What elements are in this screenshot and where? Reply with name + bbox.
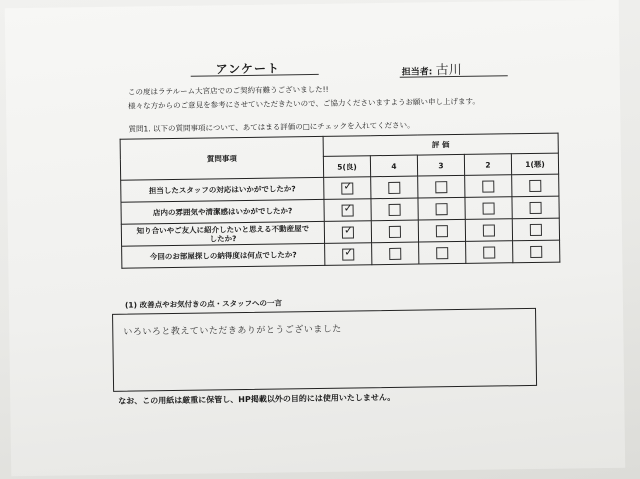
question-text: 担当したスタッフの対応はいかがでしたか? — [121, 177, 324, 202]
checkbox[interactable] — [389, 225, 401, 237]
section2-heading: (1) 改善点やお気付きの点・スタッフへの一言 — [124, 298, 283, 310]
staff-name-handwritten: 古川 — [435, 62, 462, 79]
checkbox-checked[interactable] — [342, 200, 354, 216]
question-text: 店内の雰囲気や清潔感はいかがでしたか? — [121, 199, 324, 224]
checkbox[interactable] — [436, 247, 448, 259]
intro-line-2: 様々な方からのご意見を参考にさせていただきたいので、ご協力くださいますようお願い申し上げます。 — [128, 96, 480, 111]
check-mark-icon: ✓ — [343, 178, 353, 193]
checkbox[interactable] — [436, 203, 448, 215]
rating-col-5: 5(良) — [323, 156, 370, 178]
checkbox[interactable] — [482, 180, 494, 192]
form-title: アンケート — [215, 61, 281, 77]
checkbox[interactable] — [389, 247, 401, 259]
checkbox[interactable] — [530, 223, 542, 235]
check-mark-icon: ✓ — [343, 222, 354, 237]
checkbox[interactable] — [389, 203, 401, 215]
checkbox[interactable] — [529, 179, 541, 191]
checkbox[interactable] — [530, 201, 542, 213]
rating-header: 評 価 — [323, 133, 558, 156]
intro-line-1: この度はラテルーム大宮店でのご契約有難うございました!! — [127, 84, 329, 97]
question-text — [121, 221, 324, 246]
checkbox-checked[interactable] — [341, 178, 353, 194]
checkbox[interactable] — [483, 202, 495, 214]
checkbox[interactable] — [436, 225, 448, 237]
rating-col-4: 4 — [370, 155, 417, 177]
checkbox[interactable] — [530, 245, 542, 257]
check-mark-icon: ✓ — [343, 200, 353, 215]
checkbox[interactable] — [435, 181, 447, 193]
question-text: 今回のお部屋探しの納得度は何点でしたか? — [122, 243, 325, 268]
question-text-line2: したか? — [209, 233, 237, 243]
footer-note: なお、この用紙は厳重に保管し、HP掲載以外の目的には使用いたしません。 — [118, 392, 396, 406]
checkbox-checked[interactable] — [342, 244, 354, 260]
rating-col-1: 1(悪) — [511, 153, 558, 175]
rating-col-2: 2 — [464, 154, 511, 176]
handwritten-comment: いろいろと教えていただきありがとうございました — [123, 324, 342, 338]
rating-col-3: 3 — [417, 154, 464, 176]
rating-table — [120, 133, 561, 269]
table-row — [122, 240, 560, 268]
question1-heading: 質問1. 以下の質問事項について、あてはまる評価の□にチェックを入れてください。 — [128, 120, 415, 134]
question-text-line1: 知り合いやご友人に紹介したいと思える不動産屋で — [136, 223, 310, 235]
checkbox[interactable] — [483, 224, 495, 236]
checkbox[interactable] — [483, 246, 495, 258]
comment-box[interactable] — [112, 308, 537, 392]
checkbox-checked[interactable] — [342, 222, 354, 238]
staff-label: 担当者: — [401, 67, 433, 78]
survey-sheet — [5, 0, 625, 476]
checkbox[interactable] — [388, 181, 400, 193]
question-header: 質問事項 — [120, 136, 324, 180]
check-mark-icon: ✓ — [344, 244, 354, 259]
